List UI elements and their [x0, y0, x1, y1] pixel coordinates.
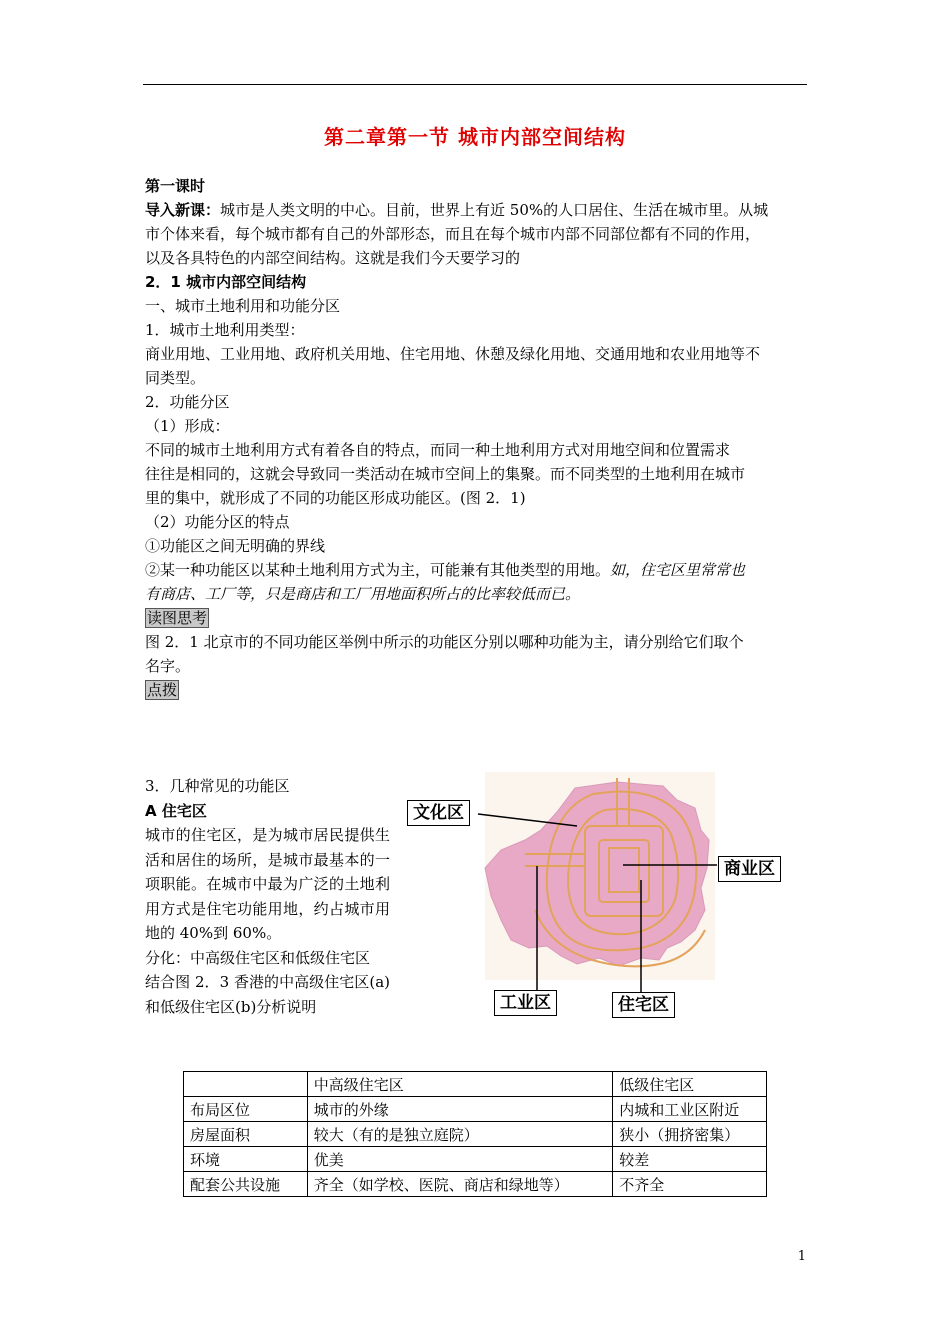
label-commercial-zone: 商业区	[718, 856, 781, 882]
table-cell: 布局区位	[184, 1097, 308, 1122]
table-cell: 优美	[307, 1147, 613, 1172]
table-row	[184, 1122, 767, 1147]
residential-paragraph: 城市的住宅区，是为城市居民提供生活和居住的场所，是城市最基本的一项职能。在城市中最为广泛的土地利用方式是住宅功能用地，约占城市用地的 40%到 60%。	[145, 826, 390, 942]
residential-division: 分化：中高级住宅区和低级住宅区	[145, 948, 371, 967]
table-cell: 配套公共设施	[184, 1172, 308, 1197]
label-culture-zone: 文化区	[407, 800, 470, 826]
residential-reference: 结合图 2．3 香港的中高级住宅区(a)和低级住宅区(b)分析说明	[145, 973, 390, 1016]
table-cell: 中高级住宅区	[307, 1072, 613, 1097]
intro-label: 导入新课：	[145, 201, 221, 219]
table-cell: 房屋面积	[184, 1122, 308, 1147]
table-cell: 较大（有的是独立庭院）	[307, 1122, 613, 1147]
subheading-zoning: 2．功能分区	[145, 393, 230, 411]
label-industrial-zone: 工业区	[494, 990, 557, 1016]
table-row	[184, 1172, 767, 1197]
feature-1: ①功能区之间无明确的界线	[145, 537, 326, 555]
hint-tag: 点拨	[147, 681, 178, 699]
table-header-row	[184, 1072, 767, 1097]
section-heading-a: A 住宅区	[145, 801, 207, 820]
table-row	[184, 1097, 767, 1122]
page-title: 第二章第一节 城市内部空间结构	[324, 125, 626, 149]
table-cell: 环境	[184, 1147, 308, 1172]
section-heading-3: 3．几种常见的功能区	[145, 777, 290, 795]
table-cell: 城市的外缘	[307, 1097, 613, 1122]
features-heading: （2）功能分区的特点	[145, 513, 290, 531]
residential-column	[145, 774, 390, 1019]
feature-2: ②某一种功能区以某种土地利用方式为主，可能兼有其他类型的用地。如，住宅区里常常也	[145, 561, 746, 579]
formation-paragraph: 不同的城市土地利用方式有着各自的特点，而同一种土地利用方式对用地空间和位置需求	[145, 441, 731, 459]
table-cell: 不齐全	[613, 1172, 767, 1197]
table-cell: 内城和工业区附近	[613, 1097, 767, 1122]
think-question: 图 2．1 北京市的不同功能区举例中所示的功能区分别以哪种功能为主，请分别给它们取个	[145, 633, 744, 651]
land-use-types: 商业用地、工业用地、政府机关用地、住宅用地、休憩及绿化用地、交通用地和农业用地等不	[145, 345, 761, 363]
intro-paragraph: 导入新课：城市是人类文明的中心。目前，世界上有近 50%的人口居住、生活在城市里。从城	[145, 201, 769, 219]
table-cell: 狭小（拥挤密集）	[613, 1122, 767, 1147]
table-cell: 齐全（如学校、医院、商店和绿地等）	[307, 1172, 613, 1197]
beijing-function-zone-map	[405, 770, 790, 1020]
table-row	[184, 1147, 767, 1172]
formation-heading: （1）形成：	[145, 417, 230, 435]
table-cell: 较差	[613, 1147, 767, 1172]
page-number: 1	[797, 1249, 806, 1264]
section-heading-1: 一、城市土地利用和功能分区	[145, 297, 341, 315]
section-heading-2-1: 2．1 城市内部空间结构	[145, 273, 307, 291]
subheading-land-use: 1．城市土地利用类型：	[145, 321, 305, 339]
read-map-tag: 读图思考	[147, 609, 208, 627]
lesson-heading: 第一课时	[145, 177, 206, 195]
main-text: 第一课时 导入新课：城市是人类文明的中心。目前，世界上有近 50%的人口居住、生活在城市里。从城 市个体来看，每个城市都有自己的外部形态，而且在每个城市内部不同部位都有不同的作用， 以及各具特色的内部空间结构。这就是我们今天要学习的 2．1 城市内部空间结构 一、城市土地利用和功能分区 1．城市土地利用类型： 商业用地、工业用地、政府机关用地、住宅用地、休憩及绿化用地、交通用地和农业用地等不 同类型。 2．功能分区 （1）形成： 不同的城市土地利用方式有着各自的特点，而同一种土地利用方式对用地空间和位置需求 往往是相同的，这就会导致同一类活动在城市空间上的集聚。而不同类型的土地利用在城市 里的集中，就形成了不同的功能区形成功能区。(图 2．1) （2）功能分区的特点 ①功能区之间无明确的界线 ②某一种功能区以某种土地利用方式为主，可能兼有其他类型的用地。如，住宅区里常常也 有商店、工厂等，只是商店和工厂用地面积所占的比率较低而已。 读图思考 图 2．1 北京市的不同功能区举例中所示的功能区分别以哪种功能为主，请分别给它们取个 名字。 点拨	[145, 174, 810, 702]
table-cell	[184, 1072, 308, 1097]
residential-comparison-table	[183, 1071, 767, 1197]
label-residential-zone: 住宅区	[612, 992, 675, 1018]
header-rule	[143, 84, 807, 85]
table-cell: 低级住宅区	[613, 1072, 767, 1097]
